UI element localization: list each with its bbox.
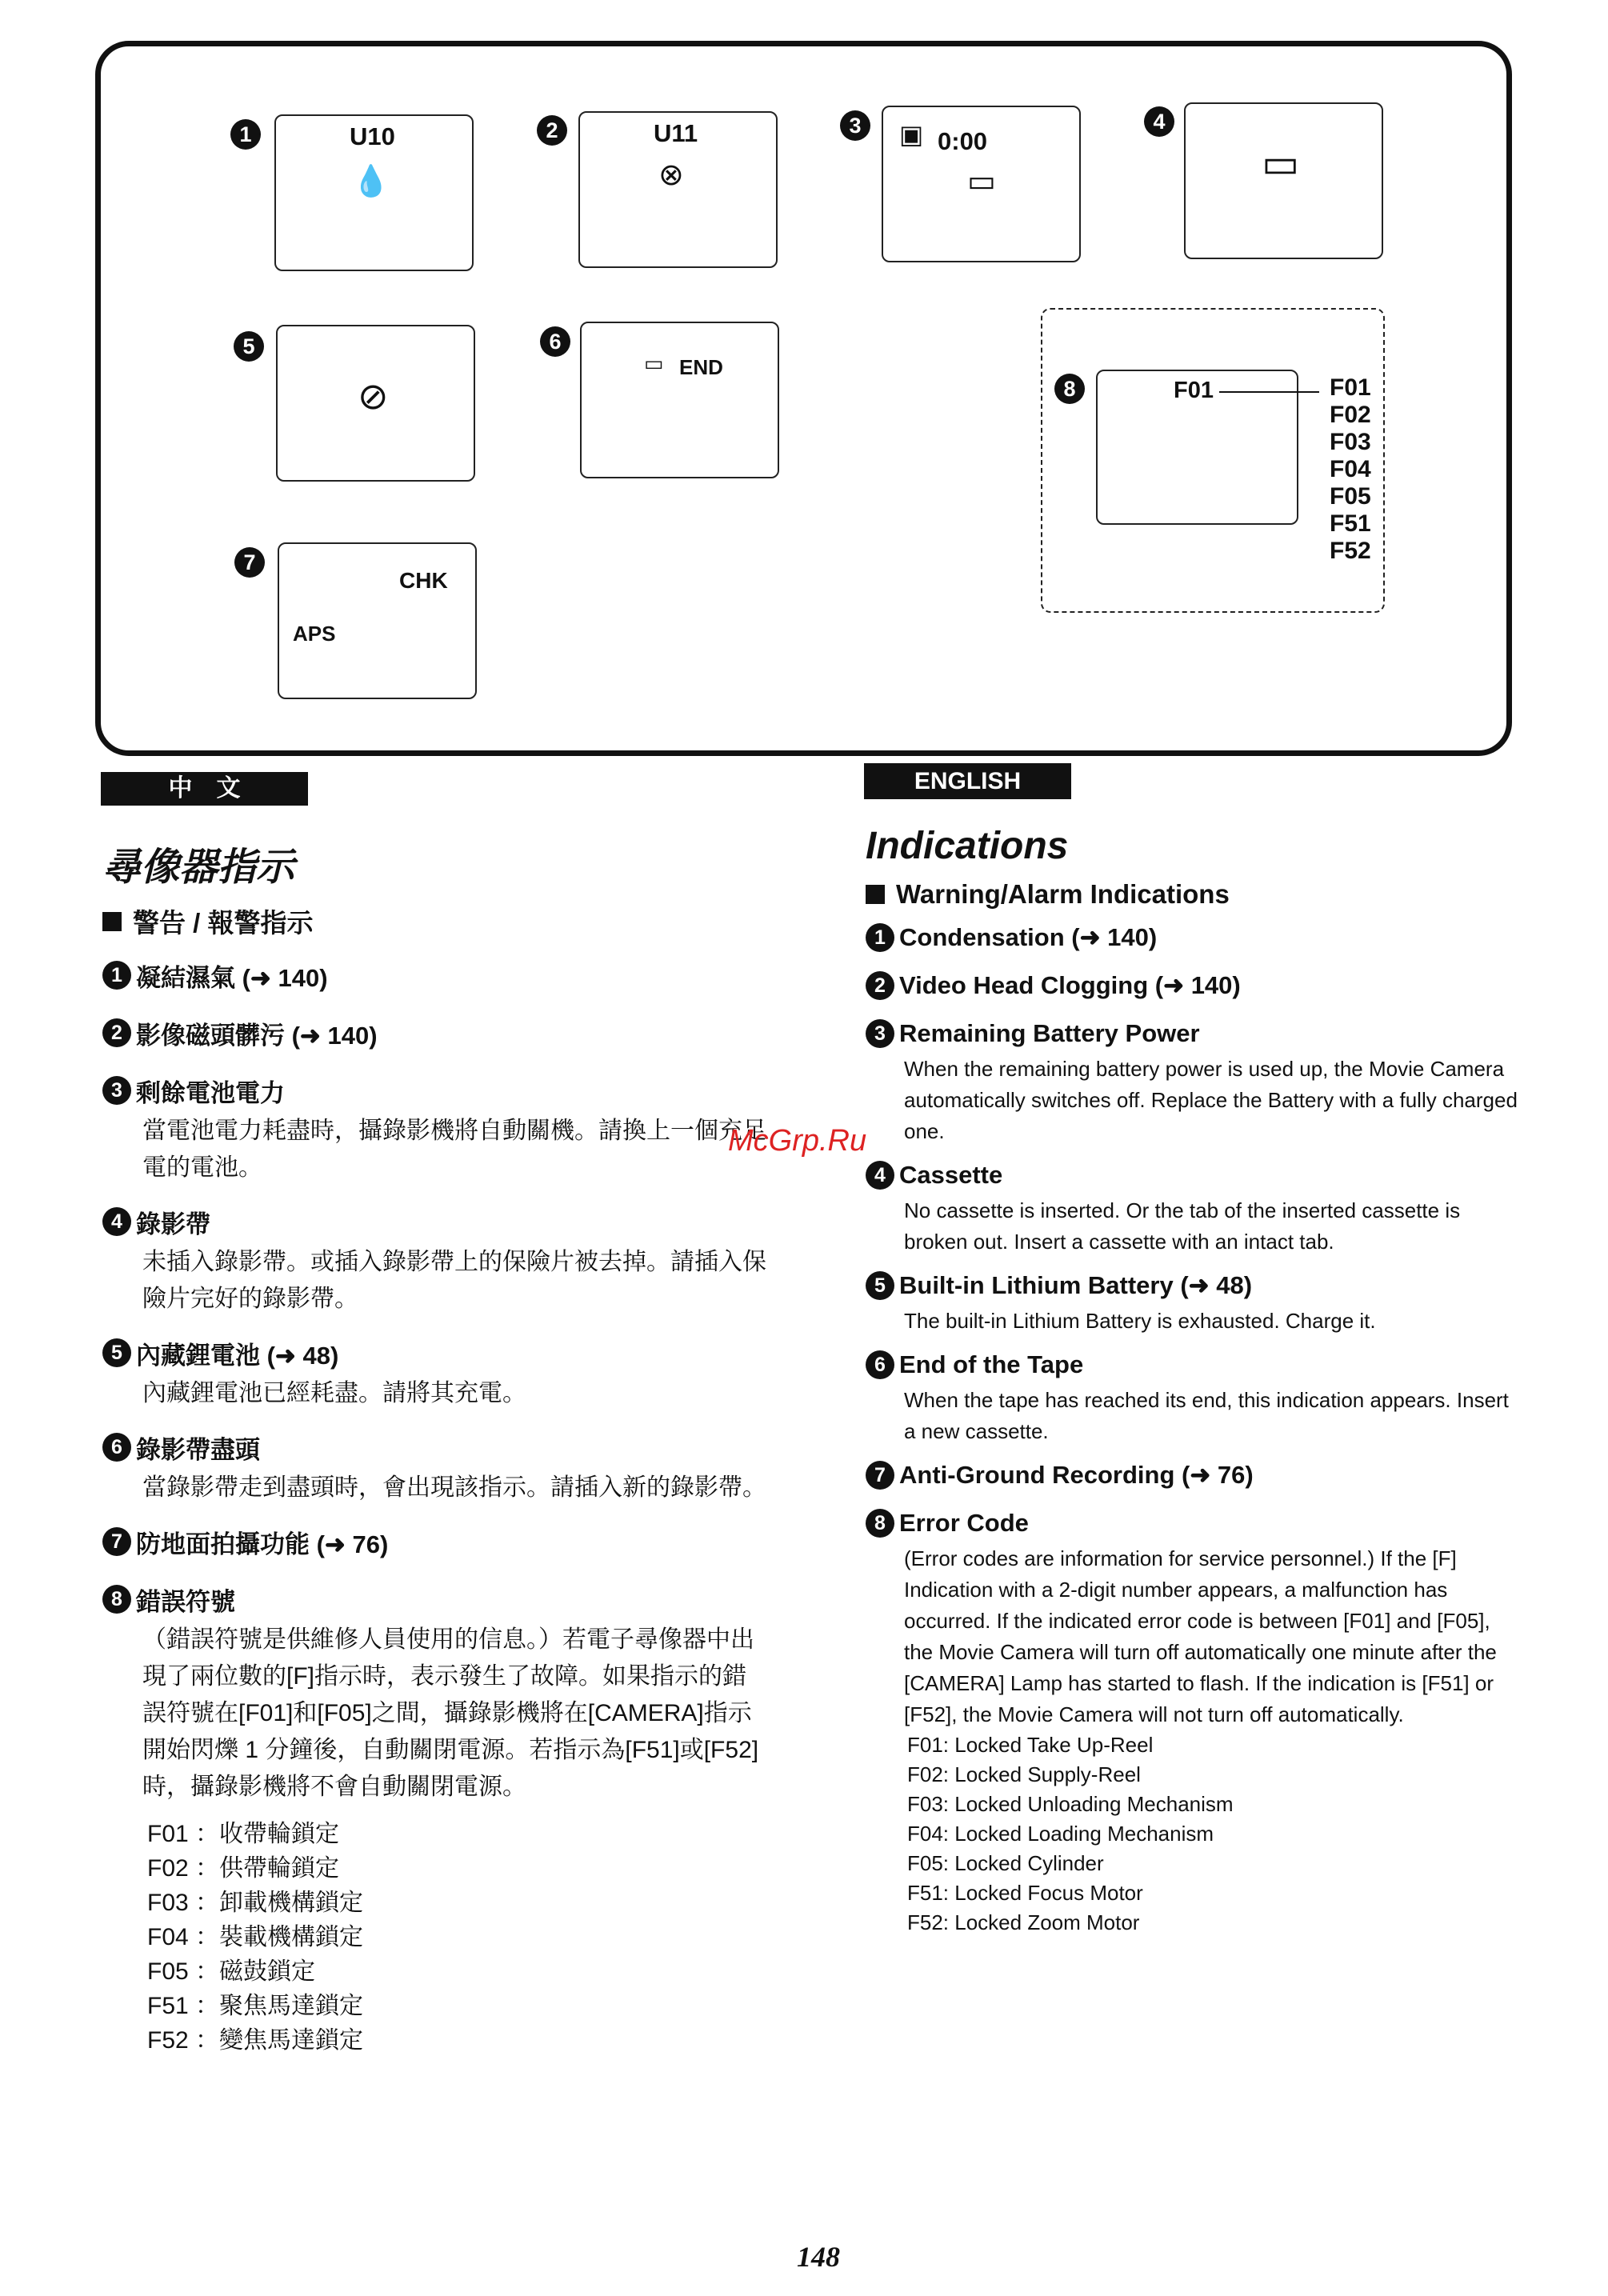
error-code-definition: F05: Locked Cylinder xyxy=(907,1851,1104,1875)
item-description: 未插入錄影帶。或插入錄影帶上的保險片被去掉。請插入保險片完好的錄影帶。 xyxy=(142,1249,766,1312)
lithium-battery-icon: ⊘ xyxy=(358,375,387,417)
code: F04 xyxy=(1330,456,1371,482)
circled-number-icon: 1 xyxy=(102,961,131,990)
code: F52 xyxy=(1330,538,1371,564)
code: F51 xyxy=(1330,510,1371,537)
condensation-icon: 💧 xyxy=(352,165,389,198)
callout-1: 1 xyxy=(230,119,261,150)
item-heading xyxy=(102,1330,766,1375)
circled-number-icon: 6 xyxy=(866,1350,894,1379)
item-heading xyxy=(102,1199,766,1244)
circled-number-icon: 3 xyxy=(102,1076,131,1105)
circled-number-icon: 3 xyxy=(866,1019,894,1048)
item-title: 凝結濕氣 (➜ 140) xyxy=(136,963,328,992)
circled-number-icon: 2 xyxy=(866,971,894,1000)
circled-number-icon: 7 xyxy=(866,1461,894,1490)
page-number: 148 xyxy=(797,2241,840,2273)
item-heading xyxy=(102,1519,766,1564)
item-heading xyxy=(866,918,1522,958)
chinese-tab: 中 文 xyxy=(101,772,308,806)
watermark: McGrp.Ru xyxy=(728,1124,867,1158)
item-heading xyxy=(866,1345,1522,1385)
display-anti-ground xyxy=(278,542,477,699)
circled-number-icon: 5 xyxy=(102,1338,131,1367)
battery-icon: ▣ xyxy=(899,120,922,149)
item-heading xyxy=(866,1503,1522,1543)
error-code-definition: F51 ：聚焦馬達鎖定 xyxy=(147,1993,364,2019)
item-description: The built-in Lithium Battery is exhausted. Charge it. xyxy=(904,1309,1376,1333)
item-title: 錯誤符號 xyxy=(136,1587,235,1616)
item-description: 當錄影帶走到盡頭時，會出現該指示。請插入新的錄影帶。 xyxy=(142,1474,766,1501)
callout-2: 2 xyxy=(537,115,567,146)
item-title: 錄影帶盡頭 xyxy=(136,1435,260,1464)
callout-6: 6 xyxy=(540,326,570,357)
chinese-title: 尋像器指示 xyxy=(102,846,295,889)
item-description: 當電池電力耗盡時，攝錄影機將自動關機。請換上一個充足電的電池。 xyxy=(142,1118,766,1181)
item-title: 內藏鋰電池 (➜ 48) xyxy=(136,1341,339,1370)
item-description: (Error codes are information for service personnel.) If the [F] Indication with a 2-digit number appears, a malfunction has occurred. If the indicated error code is between [F01] and [F05], the Movie Camera will turn off automatically one minute after the [CAMERA] Lamp has started to flash. If the indication is [F51] or [F52], the Movie Camera will not turn off automatically. xyxy=(904,1546,1497,1726)
item-title: End of the Tape xyxy=(899,1350,1084,1378)
item-heading xyxy=(102,953,766,998)
item-heading xyxy=(866,1155,1522,1195)
arrow-line xyxy=(1219,391,1319,393)
section-label: Warning/Alarm Indications xyxy=(896,879,1230,909)
tape-icon: ▭ xyxy=(644,351,662,375)
item-title: Video Head Clogging (➜ 140) xyxy=(899,971,1241,999)
circled-number-icon: 6 xyxy=(102,1433,131,1462)
error-code-definition: F02 ：供帶輪鎖定 xyxy=(147,1855,340,1882)
code: F01 xyxy=(1330,374,1371,401)
display-tape-end xyxy=(580,322,779,478)
square-bullet-icon xyxy=(102,912,122,931)
circled-number-icon: 8 xyxy=(866,1509,894,1538)
error-code-definition: F04: Locked Loading Mechanism xyxy=(907,1822,1214,1846)
error-code-definition: F03 ：卸載機構鎖定 xyxy=(147,1890,364,1916)
callout-5: 5 xyxy=(234,331,264,362)
callout-3: 3 xyxy=(840,110,870,141)
circled-number-icon: 4 xyxy=(866,1161,894,1190)
item-title: Remaining Battery Power xyxy=(899,1019,1200,1047)
error-code-definition: F02: Locked Supply-Reel xyxy=(907,1762,1141,1786)
error-code-definition: F04 ：裝載機構鎖定 xyxy=(147,1924,364,1950)
item-heading xyxy=(102,1425,766,1470)
error-code-definition: F03: Locked Unloading Mechanism xyxy=(907,1792,1234,1816)
item-description: When the remaining battery power is used up, the Movie Camera automatically switches off. Replace the Battery with a fully charged one. xyxy=(904,1057,1518,1143)
item-title: 影像磁頭髒污 (➜ 140) xyxy=(136,1021,378,1050)
item-title: 防地面拍攝功能 (➜ 76) xyxy=(136,1530,389,1558)
item-heading xyxy=(866,1266,1522,1306)
item-title: Error Code xyxy=(899,1509,1029,1537)
item-title: Built-in Lithium Battery (➜ 48) xyxy=(899,1271,1253,1299)
item-heading xyxy=(866,966,1522,1006)
battery-blink-icon: ▭ xyxy=(967,165,994,198)
item-description: （錯誤符號是供維修人員使用的信息。）若電子尋像器中出現了兩位數的[F]指示時，表示發生了故障。如果指示的錯誤符號在[F01]和[F05]之間，攝錄影機將在[CAMERA]指示開始閃爍 1 分鐘後，自動關閉電源。若指示為[F51]或[F52]時，攝錄影機將不會自動關閉電源。 xyxy=(142,1626,759,1800)
cassette-icon: ▭ xyxy=(1262,141,1298,186)
item-title: 錄影帶 xyxy=(136,1210,210,1238)
item-heading xyxy=(866,1014,1522,1054)
end-label: END xyxy=(679,355,723,379)
circled-number-icon: 2 xyxy=(102,1018,131,1047)
callout-4: 4 xyxy=(1144,106,1174,137)
chk-label: CHK xyxy=(399,568,448,593)
u11-label: U11 xyxy=(654,119,698,147)
english-column xyxy=(866,824,1522,1938)
display-lithium-battery xyxy=(276,325,475,482)
item-description: When the tape has reached its end, this indication appears. Insert a new cassette. xyxy=(904,1388,1509,1443)
circled-number-icon: 7 xyxy=(102,1527,131,1556)
error-code-list xyxy=(1330,374,1371,565)
error-code-definition: F05 ：磁鼓鎖定 xyxy=(147,1958,316,1985)
display-head-clogging xyxy=(578,111,778,268)
chinese-section-heading xyxy=(102,902,766,940)
section-label: 警告 / 報警指示 xyxy=(133,908,314,938)
error-code-definition: F01 ：收帶輪鎖定 xyxy=(147,1821,340,1847)
item-title: Cassette xyxy=(899,1161,1003,1189)
f01-label: F01 xyxy=(1174,378,1214,403)
error-code-definition: F52 ：變焦馬達鎖定 xyxy=(147,2027,364,2054)
item-description: No cassette is inserted. Or the tab of the inserted cassette is broken out. Insert a cassette with an intact tab. xyxy=(904,1198,1461,1254)
item-description: 內藏鋰電池已經耗盡。請將其充電。 xyxy=(142,1380,526,1406)
chinese-column xyxy=(102,836,766,2058)
battery-time-label: 0:00 xyxy=(938,127,988,155)
code: F03 xyxy=(1330,429,1371,455)
callout-8: 8 xyxy=(1054,374,1085,404)
display-error-code xyxy=(1096,370,1298,525)
circled-number-icon: 1 xyxy=(866,923,894,952)
circled-number-icon: 8 xyxy=(102,1585,131,1614)
circled-number-icon: 4 xyxy=(102,1207,131,1236)
item-heading xyxy=(102,1577,766,1622)
head-clog-icon: ⊗ xyxy=(658,158,682,192)
code: F05 xyxy=(1330,483,1371,510)
english-tab: ENGLISH xyxy=(864,763,1071,799)
item-title: Anti-Ground Recording (➜ 76) xyxy=(899,1461,1254,1489)
callout-7: 7 xyxy=(234,547,265,578)
display-cassette xyxy=(1184,102,1383,259)
error-code-definitions xyxy=(866,1730,1522,1938)
english-section-heading xyxy=(866,879,1522,910)
item-title: Condensation (➜ 140) xyxy=(899,923,1158,951)
code: F02 xyxy=(1330,402,1371,428)
error-code-definitions xyxy=(102,1817,766,2058)
error-code-definition: F51: Locked Focus Motor xyxy=(907,1881,1143,1905)
display-battery xyxy=(882,106,1081,262)
error-code-definition: F01: Locked Take Up-Reel xyxy=(907,1733,1154,1757)
display-condensation xyxy=(274,114,474,271)
item-heading xyxy=(102,1068,766,1113)
english-title: Indications xyxy=(866,825,1069,867)
item-heading xyxy=(866,1455,1522,1495)
aps-label: APS xyxy=(293,622,336,646)
square-bullet-icon xyxy=(866,885,885,904)
item-heading xyxy=(102,1010,766,1055)
item-title: 剩餘電池電力 xyxy=(136,1078,285,1107)
circled-number-icon: 5 xyxy=(866,1271,894,1300)
u10-label: U10 xyxy=(350,122,395,150)
error-code-definition: F52: Locked Zoom Motor xyxy=(907,1910,1140,1934)
